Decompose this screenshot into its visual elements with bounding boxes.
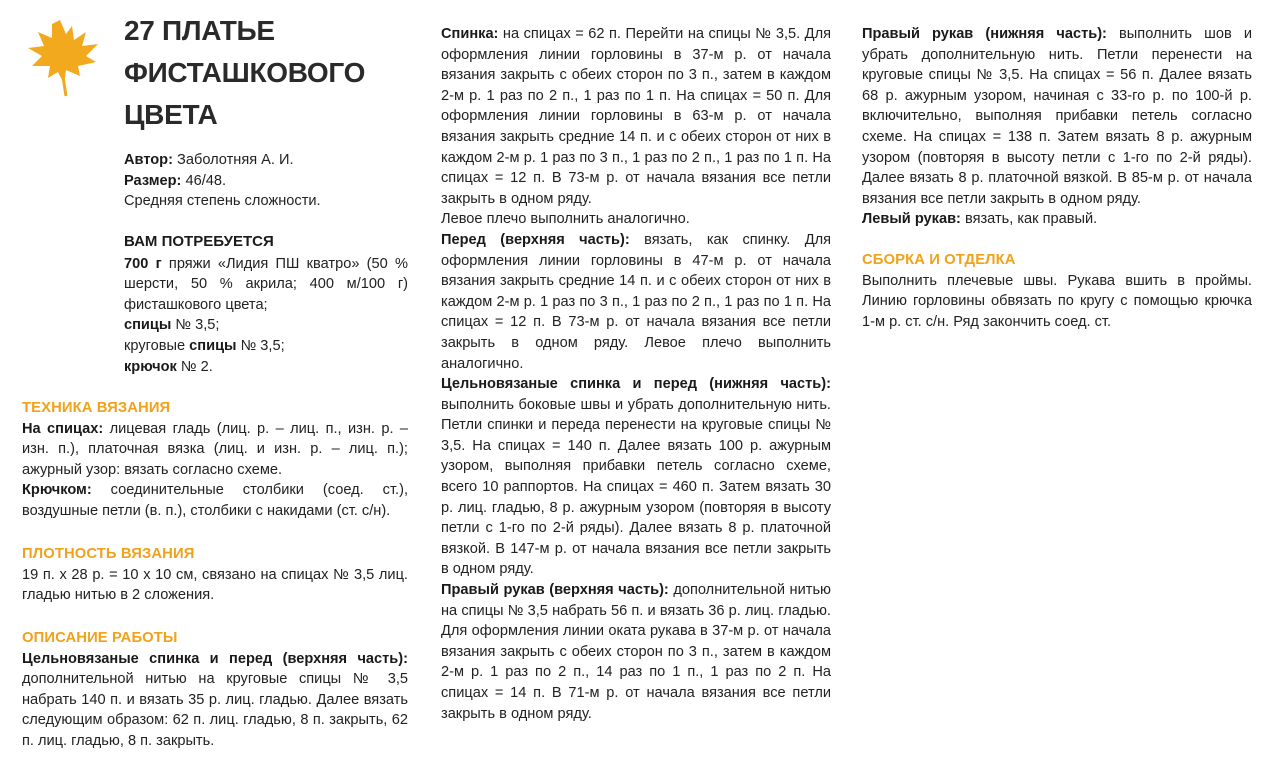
lower-part-label: Цельновязаные спинка и перед (нижняя часть):	[441, 376, 831, 393]
front-label: Перед (верхняя часть):	[441, 231, 630, 248]
size-value: 46/48.	[181, 172, 227, 189]
sleeve-upper-label: Правый рукав (верхняя часть):	[441, 582, 669, 599]
left-shoulder-paragraph: Левое плечо выполнить аналогично.	[441, 211, 690, 228]
technique-crochet	[22, 480, 408, 521]
sleeve-lower-text: выполнить шов и убрать дополнительную нить. Петли перенести на круговые спицы № 3,5. На спицах = 56 п. Далее вязать 68 р. ажурным узором, начиная с 33-го р. по 100-й р. включительно, выполняя прибавки петель согласно схеме. На спицах = 138 п. Затем вязать 8 р. ажурным узором (повторяя в высоту петли с 1-го по 2-й ряды). Далее вязать 8 р. платочной вязкой. В 85-м р. от начала вязания все петли закрыть в одном ряду.	[862, 26, 1252, 207]
materials-block	[124, 232, 408, 377]
description-section	[22, 628, 408, 752]
circular-line	[124, 336, 408, 357]
upper-part-text: дополнительной нитью на круговые спицы № 3,5 набрать 140 п. и вязать 35 р. лиц. гладью. Далее вязать следующим образом: 62 п. лиц. гладью, 8 п. закрыть, 62 п. лиц. гладью, 8 п. закрыть.	[22, 671, 408, 749]
hook-label: крючок	[124, 358, 177, 375]
page-title	[124, 10, 404, 136]
author-line	[124, 150, 408, 171]
circular-text: круговые	[124, 337, 190, 354]
back-label: Спинка:	[441, 26, 499, 42]
size-line	[124, 171, 408, 192]
title-line-1: 27 ПЛАТЬЕ	[124, 15, 275, 46]
sleeve-upper-text: дополнительной нитью на спицы № 3,5 набрать 56 п. и вязать 36 р. лиц. гладью. Для оформления линии оката рукава в 37-м р. от начала вязания закрыть с обеих сторон по 3 п., затем в каждом 2-м р. 1 раз по 2 п., 14 раз по 1 п., 1 раз по 2 п. На спицах = 14 п. В 71-м р. от начала вязания все петли закрыть в одном ряду.	[441, 582, 831, 722]
circular-tail: № 3,5;	[236, 337, 285, 354]
materials-heading: ВАМ ПОТРЕБУЕТСЯ	[124, 233, 274, 250]
column-2	[441, 24, 831, 724]
circular-label: спицы	[189, 337, 237, 354]
needles-line	[124, 315, 408, 336]
sleeve-lower-label: Правый рукав (нижняя часть):	[862, 26, 1107, 42]
hook-text: № 2.	[176, 358, 213, 375]
assembly-heading: СБОРКА И ОТДЕЛКА	[862, 251, 1016, 268]
size-label: Размер:	[124, 172, 182, 189]
technique-section	[22, 398, 408, 522]
front-text: вязать, как спинку. Для оформления линии горловины в 47-м р. от начала вязания закрыть средние 14 п. и с обеих сторон от них в каждом 2-м р. 1 раз по 3 п., 1 раз по 2 п., 1 раз по 1 п. На спицах = 12 п. В 73-м р. от начала вязания все петли закрыть в одном ряду. Левое плечо выполнить аналогично.	[441, 231, 831, 372]
lower-part-paragraph	[441, 374, 831, 580]
yarn-amount: 700 г	[124, 255, 162, 272]
left-sleeve-label: Левый рукав:	[862, 211, 961, 228]
upper-part-label: Цельновязаные спинка и перед (верхняя часть):	[22, 650, 408, 667]
needles-text: № 3,5;	[171, 317, 220, 334]
title-line-2: ФИСТАШКОВОГО	[124, 57, 366, 88]
density-heading: ПЛОТНОСТЬ ВЯЗАНИЯ	[22, 546, 195, 562]
lower-part-text: выполнить боковые швы и убрать дополнительную нить. Петли спинки и переда перенести на круговые спицы № 3,5. На спицах = 140 п. Далее вязать 100 р. ажурным узором, выполняя прибавки петель согласно схеме, всего 10 раппортов. На спицах = 460 п. Затем вязать 30 р. лиц. гладью, 8 р. ажурным узором (повторяя в высоту петли с 1-го по 2-й ряды). Далее вязать 8 р. платочной вязкой. В 147-м р. от начала вязания все петли закрыть в одном ряду.	[441, 396, 831, 578]
title-line-3: ЦВЕТА	[124, 99, 218, 130]
crochet-text: соединительные столбики (соед. ст.), воздушные петли (в. п.), столбики с накидами (ст. с/н).	[22, 482, 408, 519]
knit-label: На спицах:	[22, 420, 104, 437]
meta-block	[124, 150, 408, 212]
yarn-text: пряжи «Лидия ПШ кватро» (50 % шерсти, 50 % акрила; 400 м/100 г) фисташкового цвета;	[124, 255, 409, 313]
upper-part-paragraph	[22, 649, 408, 752]
column-3	[862, 24, 1252, 332]
needles-label: спицы	[124, 317, 172, 334]
technique-knit	[22, 419, 408, 481]
author-value: Заболотняя А. И.	[172, 152, 294, 168]
left-sleeve-text: вязать, как правый.	[960, 211, 1098, 228]
technique-heading: ТЕХНИКА ВЯЗАНИЯ	[22, 400, 171, 416]
sleeve-lower-paragraph	[862, 24, 1252, 209]
hook-line	[124, 357, 408, 378]
sleeve-upper-paragraph	[441, 580, 831, 724]
back-text: на спицах = 62 п. Перейти на спицы № 3,5. Для оформления линии горловины в 37-м р. от начала вязания закрыть с обеих сторон по 3 п., затем в каждом 2-м р. 1 раз по 2 п., 1 раз по 1 п. На спицах = 50 п. Для оформления линии горловины в 63-м р. от начала вязания закрыть средние 14 п. и с обеих сторон от них в каждом 2-м р. 1 раз по 3 п., 1 раз по 2 п., 1 раз по 1 п. На спицах = 12 п. В 73-м р. от начала вязания все петли закрыть в одном ряду.	[441, 26, 831, 207]
assembly-text: Выполнить плечевые швы. Рукава вшить в проймы. Линию горловины обвязать по кругу с помощью крючка 1-м р. ст. с/н. Ряд закончить соед. ст.	[862, 272, 1252, 330]
yarn-line	[124, 254, 408, 316]
front-paragraph	[441, 230, 831, 374]
left-sleeve-paragraph	[862, 209, 1252, 230]
description-heading: ОПИСАНИЕ РАБОТЫ	[22, 630, 178, 646]
maple-leaf-icon	[20, 14, 102, 98]
density-text: 19 п. x 28 р. = 10 x 10 см, связано на спицах № 3,5 лиц. гладью нитью в 2 сложения.	[22, 566, 408, 604]
author-label: Автор:	[124, 152, 173, 168]
back-paragraph	[441, 24, 831, 209]
difficulty-line: Средняя степень сложности.	[124, 193, 321, 210]
crochet-label: Крючком:	[22, 482, 92, 499]
density-section	[22, 544, 408, 606]
knit-text: лицевая гладь (лиц. р. – лиц. п., изн. р. – изн. п.), платочная вязка (лиц. и изн. р. – лиц. п.); ажурный узор: вязать согласно схеме.	[22, 420, 409, 478]
